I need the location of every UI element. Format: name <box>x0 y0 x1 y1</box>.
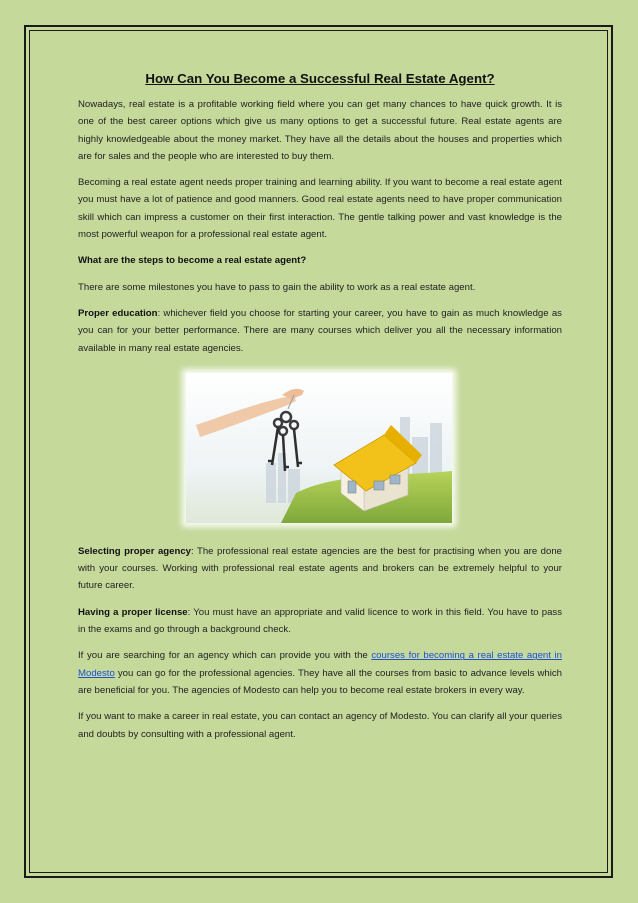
paragraph-becoming: Becoming a real estate agent needs proper training and learning ability. If you want to become a real estate agent you must have a lot of patience and good manners. Good real estate agents need to have proper communication skill which can impress a customer on their first interaction. The gentle talking power and vast knowledge is the most powerful weapon for a professional real estate agent. <box>78 177 562 241</box>
license-label: Having a proper license <box>78 606 188 618</box>
paragraph-license <box>78 604 562 639</box>
paragraph-intro: Nowadays, real estate is a profitable working field where you can get many chances to have quick growth. It is one of the best career options which give us many options to get a successful future. Real estate agents are highly knowledgeable about the money market. They have all the details about the houses and properties which are for sales and the people who are interested to buy them. <box>78 99 562 162</box>
courses-link[interactable]: courses for becoming a real estate agent in Modesto <box>78 650 562 679</box>
agency-label: Selecting proper agency <box>78 545 192 557</box>
paragraph-closing: If you want to make a career in real estate, you can contact an agency of Modesto. You can clarify all your queries and doubts by consulting with a professional agent. <box>78 711 562 740</box>
search-text-before: If you are searching for an agency which can provide you with the <box>78 650 372 662</box>
license-text: : You must have an appropriate and valid licence to work in this field. You have to pass in the exams and go through a background check. <box>78 606 562 636</box>
steps-heading: What are the steps to become a real estate agent? <box>78 255 307 267</box>
paragraph-milestones: There are some milestones you have to pass to gain the ability to work as a real estate agent. <box>78 281 476 293</box>
paragraph-education <box>78 305 562 357</box>
house-keys-illustration <box>186 373 452 523</box>
paragraph-search <box>78 647 562 699</box>
paragraph-agency <box>78 543 562 595</box>
education-text: : whichever field you choose for starting your career, you have to gain as much knowledge as you can for your better performance. There are many courses which deliver you all the necessary information available in many real estate agencies. <box>78 307 562 354</box>
document-body <box>78 70 562 752</box>
education-label: Proper education <box>78 307 158 319</box>
page-title: How Can You Become a Successful Real Estate Agent? <box>145 71 495 86</box>
house-keys-image <box>186 373 452 523</box>
agency-text: : The professional real estate agencies are the best for practising when you are done with your courses. Working with professional real estate agents and brokers can be extremely helpful to your future career. <box>78 545 562 592</box>
search-text-after: you can go for the professional agencies. They have all the courses from basic to advance levels which are beneficial for you. The agencies of Modesto can help you to become real estate brokers in every way. <box>78 667 562 696</box>
